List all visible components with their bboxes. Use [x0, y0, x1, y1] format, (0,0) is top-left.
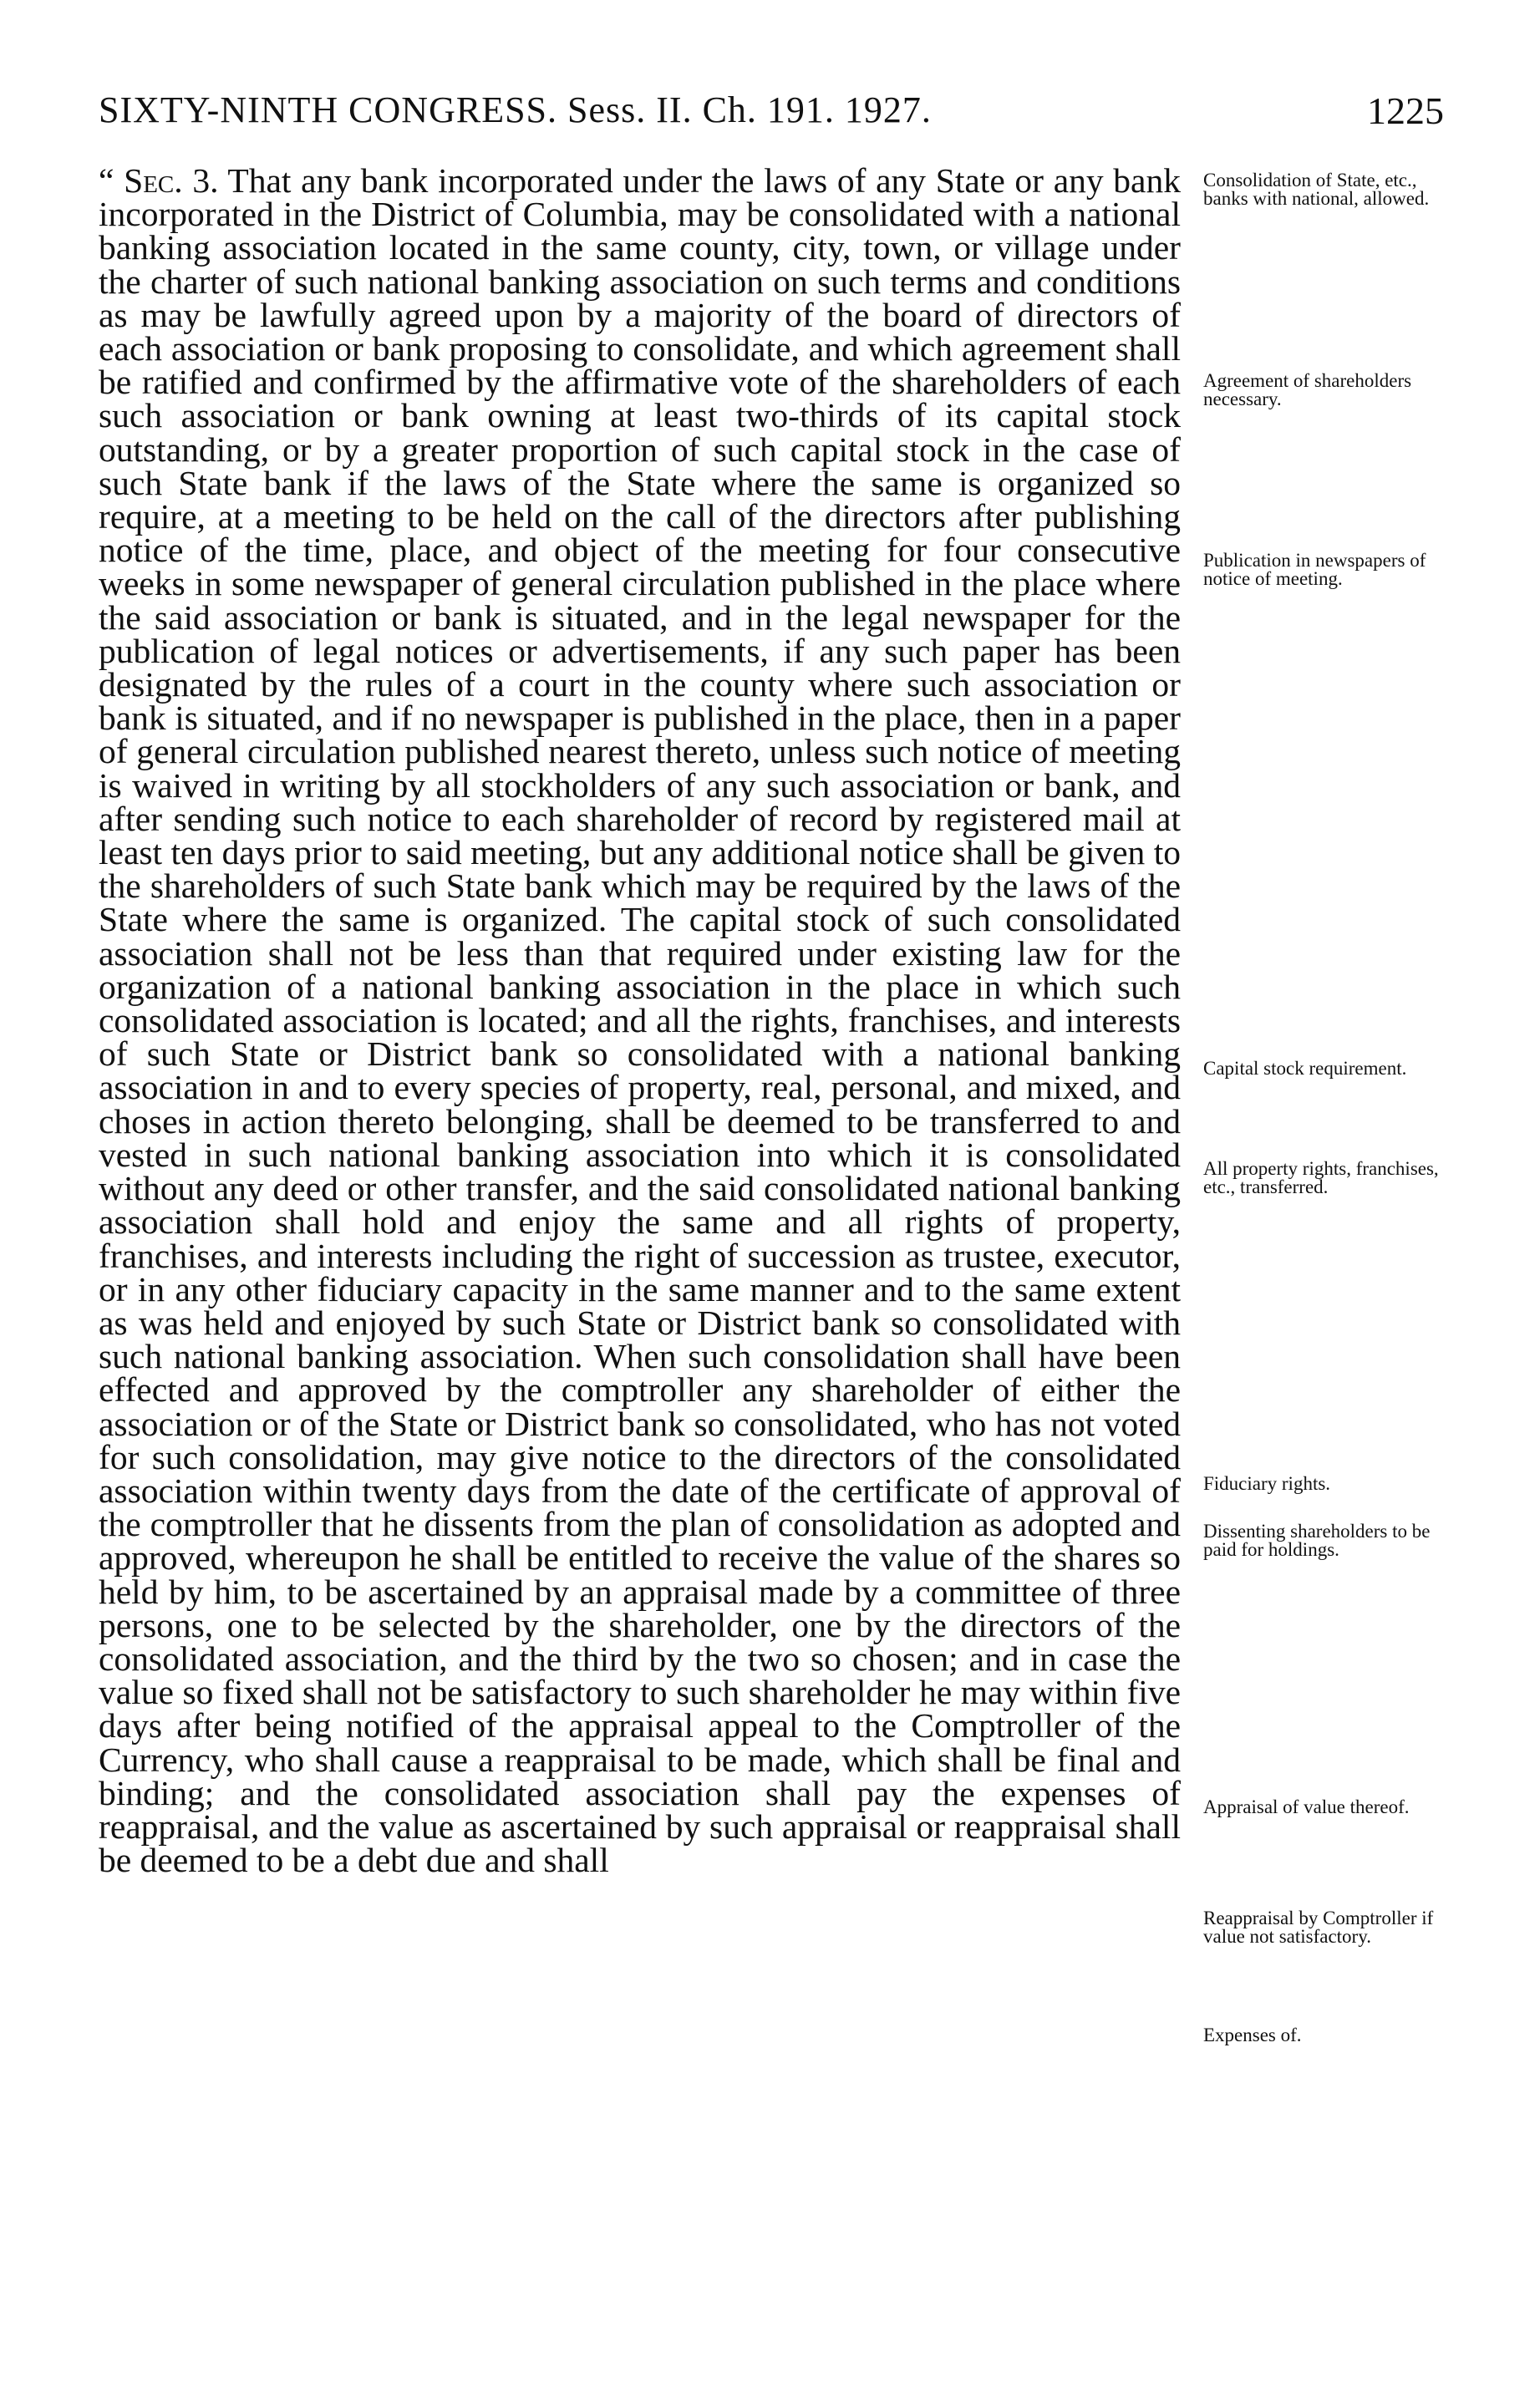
margin-note-expenses: Expenses of. [1203, 2025, 1302, 2045]
page-number: 1225 [1367, 89, 1444, 132]
margin-note-consolidation: Consolidation of State, etc., banks with national, allowed. [1203, 170, 1430, 209]
margin-note-agreement: Agreement of shareholders necessary. [1203, 370, 1412, 409]
running-header [99, 89, 1444, 139]
margin-note-property-rights: All property rights, franchises, etc., transferred. [1203, 1158, 1439, 1197]
section-body: That any bank incorporated under the laws of any State or any bank incorporated in the District of Columbia, may be consolidated with a national banking association located in the same county, city, town, or village under the charter of such national banking association on such terms and conditions as may be lawfully agreed upon by a majority of the board of directors of each association or bank proposing to consolidate, and which agreement shall be ratified and confirmed by the affirmative vote of the shareholders of each such association or bank owning at least two-thirds of its capital stock outstanding, or by a greater proportion of such capital stock in the case of such State bank if the laws of the State where the same is organized so require, at a meeting to be held on the call of the directors after publishing notice of the time, place, and object of the meeting for four consecutive weeks in some newspaper of general circulation published in the place where the said association or bank is situated, and in the legal newspaper for the publication of legal notices or advertisements, if any such paper has been designated by the rules of a court in the county where such association or bank is situated, and if no newspaper is published in the place, then in a paper of general circulation published nearest thereto, unless such notice of meeting is waived in writing by all stockholders of any such association or bank, and after sending such notice to each shareholder of record by registered mail at least ten days prior to said meeting, but any additional notice shall be given to the shareholders of such State bank which may be required by the laws of the State where the same is organized. The capital stock of such consolidated association shall not be less than that required under existing law for the organization of a national banking association in the place in which such consolidated association is located; and all the rights, franchises, and interests of such State or District bank so consolidated with a national banking association in and to every species of property, real, personal, and mixed, and choses in action thereto belonging, shall be deemed to be transferred to and vested in such national banking association into which it is consolidated without any deed or other transfer, and the said consolidated national banking association shall hold and enjoy the same and all rights of property, franchises, and interests including the right of succession as trustee, executor, or in any other fiduciary capacity in the same manner and to the same extent as was held and enjoyed by such State or District bank so consolidated with such national banking association. When such consolidation shall have been effected and approved by the comptroller any shareholder of either the association or of the State or District bank so consolidated, who has not voted for such consolidation, may give notice to the directors of the consolidated association within twenty days from the date of the certificate of approval of the comptroller that he dissents from the plan of consolidation as adopted and approved, whereupon he shall be entitled to receive the value of the shares so held by him, to be ascertained by an appraisal made by a committee of three persons, one to be selected by the shareholder, one by the directors of the consolidated association, and the third by the two so chosen; and in case the value so fixed shall not be satisfactory to such shareholder he may within five days after being notified of the appraisal appeal to the Comptroller of the Currency, who shall cause a reappraisal to be made, which shall be final and binding; and the consolidated association shall pay the expenses of reappraisal, and the value as ascertained by such appraisal or reappraisal shall be deemed to be a debt due and shall [99, 161, 1181, 1880]
margin-note-publication: Publication in newspapers of notice of meeting. [1203, 550, 1426, 589]
header-title: SIXTY-NINTH CONGRESS. Sess. II. Ch. 191. 1927. [99, 89, 932, 130]
margin-note-appraisal: Appraisal of value thereof. [1203, 1796, 1410, 1817]
margin-note-dissenting: Dissenting shareholders to be paid for holdings. [1203, 1521, 1431, 1560]
margin-note-fiduciary: Fiduciary rights. [1203, 1473, 1331, 1494]
margin-note-capital-stock: Capital stock requirement. [1203, 1058, 1407, 1079]
margin-note-reappraisal: Reappraisal by Comptroller if value not satisfactory. [1203, 1908, 1434, 1947]
section-paragraph [99, 161, 1181, 1880]
section-label: “ Sec. 3. [99, 161, 219, 200]
statute-text [99, 161, 1181, 1880]
